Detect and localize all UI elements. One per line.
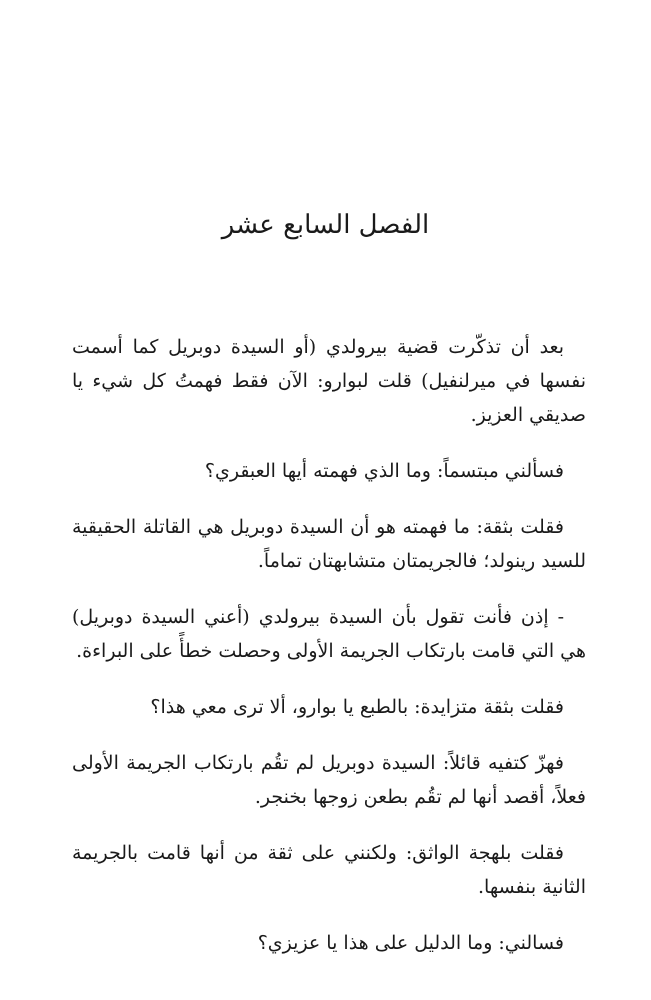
paragraph: فقلت بثقة متزايدة: بالطبع يا بوارو، ألا ترى معي هذا؟ [150, 696, 564, 718]
body-text [72, 330, 586, 982]
paragraph: فهزّ كتفيه قائلاً: السيدة دوبريل لم تقُم بارتكاب الجريمة الأولى فعلاً، أقصد أنها لم تقُم بطعن زوجها بخنجر. [72, 752, 586, 808]
paragraph: فقلت بثقة: ما فهمته هو أن السيدة دوبريل هي القاتلة الحقيقية للسيد رينولد؛ فالجريمتان متشابهتان تماماً. [72, 516, 586, 572]
paragraph: - إذن فأنت تقول بأن السيدة بيرولدي (أعني السيدة دوبريل) هي التي قامت بارتكاب الجريمة الأولى وحصلت خطأً على البراءة. [72, 606, 586, 662]
paragraph: بعد أن تذكّرت قضية بيرولدي (أو السيدة دوبريل كما أسمت نفسها في ميرلنفيل) قلت لبوارو: الآن فقط فهمتُ كل شيء يا صديقي العزيز. [72, 336, 586, 426]
paragraph: فقلت بلهجة الواثق: ولكنني على ثقة من أنها قامت بالجريمة الثانية بنفسها. [72, 842, 586, 898]
paragraph: فسألني مبتسماً: وما الذي فهمته أيها العبقري؟ [204, 460, 564, 482]
paragraph: فسالني: وما الدليل على هذا يا عزيزي؟ [257, 932, 564, 954]
chapter-title: الفصل السابع عشر [221, 210, 430, 240]
